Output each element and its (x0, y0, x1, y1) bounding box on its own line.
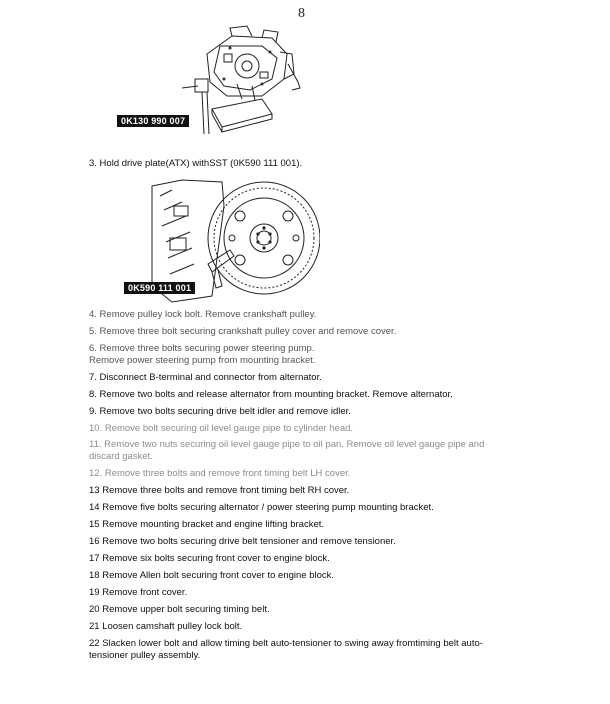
procedure-step: 11. Remove two nuts securing oil level gauge pipe to oil pan. Remove oil level gauge pipe and discard gasket. (89, 439, 485, 463)
engine-tool-illustration (112, 24, 312, 142)
procedure-step: 13 Remove three bolts and remove front timing belt RH cover. (89, 485, 350, 497)
procedure-step: 7. Disconnect B-terminal and connector from alternator. (89, 371, 322, 383)
tool-callout-label: 0K130 990 007 (117, 115, 189, 127)
procedure-step: 14 Remove five bolts securing alternator / power steering pump mounting bracket. (89, 502, 434, 514)
procedure-step: 21 Loosen camshaft pulley lock bolt. (89, 620, 243, 632)
procedure-step: 5. Remove three bolt securing crankshaft pulley cover and remove cover. (89, 325, 397, 337)
step-3-text: 3. Hold drive plate(ATX) withSST (0K590 111 001). (89, 158, 303, 169)
procedure-step: 10. Remove bolt securing oil level gauge pipe to cylinder head. (89, 422, 354, 434)
procedure-step: 22 Slacken lower bolt and allow timing belt auto-tensioner to swing away fromtiming belt auto- tensioner pulley assembly. (89, 637, 483, 661)
procedure-step: 8. Remove two bolts and release alternator from mounting bracket. Remove alternator. (89, 388, 453, 400)
procedure-step: 9. Remove two bolts securing drive belt idler and remove idler. (89, 405, 351, 417)
procedure-step: 20 Remove upper bolt securing timing belt. (89, 603, 270, 615)
tool-callout-label: 0K590 111 001 (124, 282, 195, 294)
procedure-step: 15 Remove mounting bracket and engine lifting bracket. (89, 519, 324, 531)
procedure-step: 16 Remove two bolts securing drive belt tensioner and remove tensioner. (89, 536, 396, 547)
procedure-steps-list (89, 309, 519, 666)
page-number: 8 (298, 6, 305, 21)
procedure-step: 4. Remove pulley lock bolt. Remove crankshaft pulley. (89, 309, 317, 320)
procedure-step: 12. Remove three bolts and remove front timing belt LH cover. (89, 468, 351, 480)
drive-plate-illustration (112, 176, 320, 306)
procedure-step: 17 Remove six bolts securing front cover to engine block. (89, 552, 330, 564)
procedure-step: 18 Remove Allen bolt securing front cover to engine block. (89, 569, 335, 581)
procedure-step: 6. Remove three bolts securing power steering pump. Remove power steering pump from mounting bracket. (89, 342, 316, 366)
procedure-step: 19 Remove front cover. (89, 586, 188, 598)
